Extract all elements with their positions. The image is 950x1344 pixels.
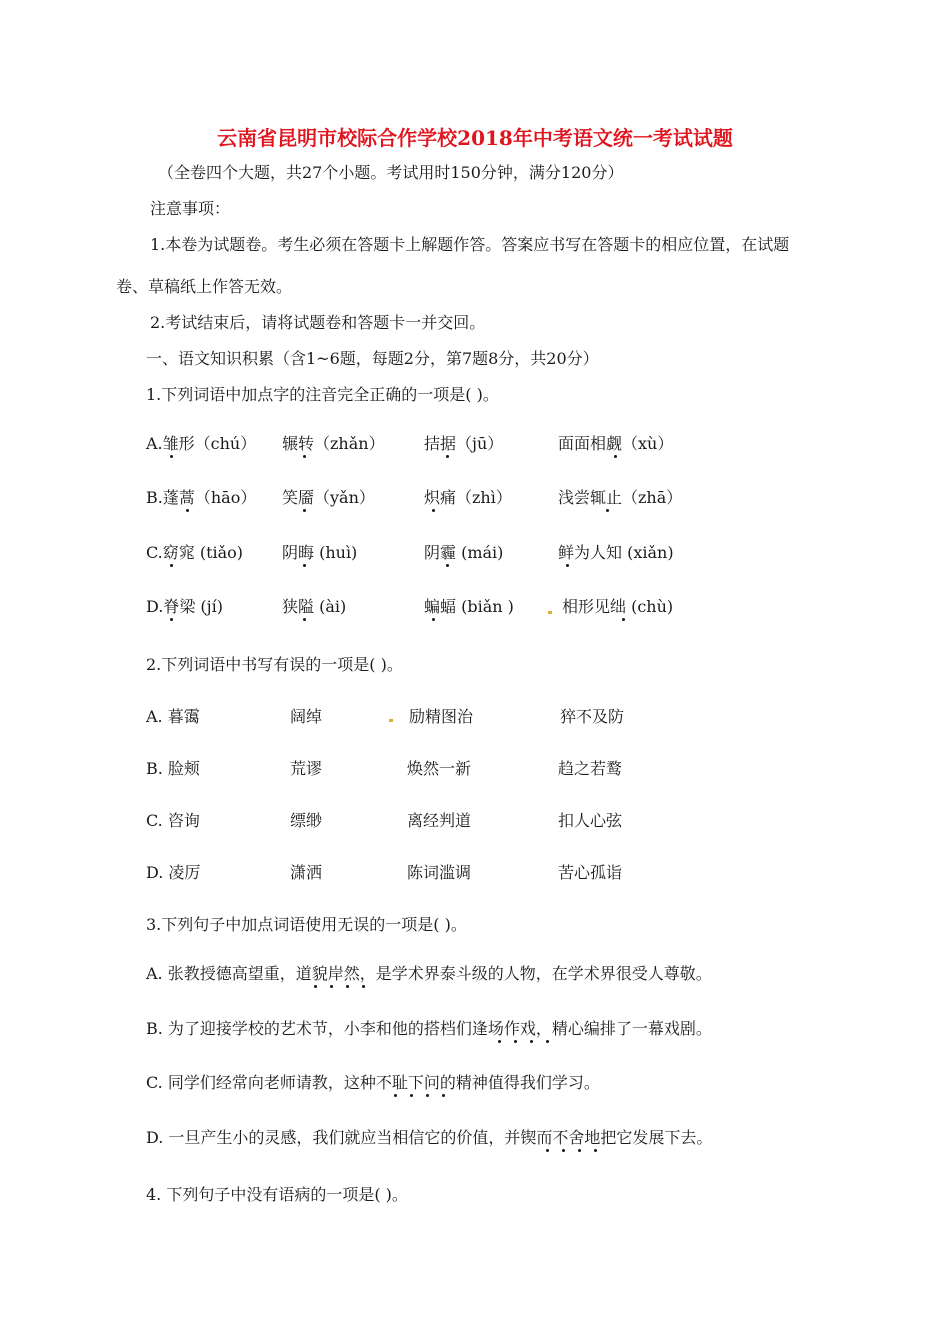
q3-option-a: A. 张教授德高望重，道貌岸然，是学术界泰斗级的人物，在学术界很受人尊敬。 [146,964,712,983]
emphasis-dot [303,509,306,512]
emphasis-dot [432,618,435,621]
emphasis-dot [622,618,625,621]
section-1-heading: 一、语文知识积累（含1~6题，每题2分，第7题8分，共20分） [146,349,599,368]
q2-option-c-word-3: 离经判道 [407,811,472,830]
q2-option-a-word-4: 猝不及防 [560,707,625,726]
q2-option-d-word-4: 苦心孤诣 [558,863,623,882]
q1-option-b-word-4: 浅尝辄止（zhā） [558,488,683,507]
q1-option-b-word-3: 炽痛（zhì） [424,488,512,507]
q2-option-c-word-4: 扣人心弦 [558,811,623,830]
emphasis-dot [426,1094,429,1097]
emphasis-dot [362,985,365,988]
emphasis-dot [546,1149,549,1152]
q2-option-b-word-4: 趋之若鹜 [558,759,623,778]
q2-option-a-word-3: 励精图治 [409,707,474,726]
page-title: 云南省昆明市校际合作学校2018年中考语文统一考试试题 [217,126,733,150]
emphasis-dot [186,509,189,512]
q1-option-d-word-3: 蝙蝠 (biǎn ) [424,597,514,616]
q1-option-c-word-1: C.窈窕 (tiǎo) [146,543,244,562]
q2-option-d-word-2: 潇洒 [290,863,323,882]
emphasis-dot [432,509,435,512]
emphasis-dot [446,455,449,458]
q2-option-b-label: B. 脸颊 [146,759,200,778]
q2-option-c-word-2: 缥缈 [290,811,323,830]
emphasis-dot [566,564,569,567]
exam-info: （全卷四个大题，共27个小题。考试用时150分钟，满分120分） [158,163,624,182]
emphasis-dot [498,1040,501,1043]
emphasis-dot [170,564,173,567]
q1-option-c-word-4: 鲜为人知 (xiǎn) [558,543,674,562]
highlight-mark [548,611,552,614]
emphasis-dot [562,1149,565,1152]
notice-item-1-line-2: 卷、草稿纸上作答无效。 [116,277,293,296]
q1-option-a-word-1: A.雏形（chú） [146,434,257,453]
emphasis-dot [546,1040,549,1043]
q1-option-a-word-4: 面面相觑（xù） [558,434,674,453]
q1-option-b-word-2: 笑靥（yǎn） [282,488,375,507]
q3-option-c: C. 同学们经常向老师请教，这种不耻下问的精神值得我们学习。 [146,1073,600,1092]
emphasis-dot [530,1040,533,1043]
emphasis-dot [578,1149,581,1152]
q3-option-b: B. 为了迎接学校的艺术节，小李和他的搭档们逢场作戏，精心编排了一幕戏剧。 [146,1019,712,1038]
q2-option-b-word-3: 焕然一新 [407,759,472,778]
q2-option-d-word-3: 陈词滥调 [407,863,472,882]
emphasis-dot [303,618,306,621]
emphasis-dot [614,455,617,458]
q1-option-c-word-3: 阴霾 (mái) [424,543,504,562]
q2-option-a-label: A. 暮霭 [146,707,200,726]
q2-option-d-label: D. 凌厉 [146,863,201,882]
q1-option-c-word-2: 阴晦 (huì) [282,543,358,562]
q3-option-d: D. 一旦产生小的灵感，我们就应当相信它的价值，并锲而不舍地把它发展下去。 [146,1128,713,1147]
emphasis-dot [446,564,449,567]
emphasis-dot [303,455,306,458]
question-3-stem: 3.下列句子中加点词语使用无误的一项是( )。 [146,915,467,934]
emphasis-dot [314,985,317,988]
highlight-mark [389,719,393,722]
emphasis-dot [514,1040,517,1043]
q1-option-a-word-3: 拮据（jū） [424,434,504,453]
q1-option-d-word-1: D.脊梁 (jí) [146,597,223,616]
notice-item-1-line-1: 1.本卷为试题卷。考生必须在答题卡上解题作答。答案应书写在答题卡的相应位置，在试题 [150,235,790,254]
emphasis-dot [606,509,609,512]
emphasis-dot [410,1094,413,1097]
q1-option-b-word-1: B.蓬蒿（hāo） [146,488,257,507]
q1-option-d-word-2: 狭隘 (ài) [282,597,347,616]
emphasis-dot [303,564,306,567]
emphasis-dot [170,455,173,458]
question-1-stem: 1.下列词语中加点字的注音完全正确的一项是( )。 [146,385,499,404]
q2-option-a-word-2: 阔绰 [290,707,323,726]
notice-heading: 注意事项： [150,199,231,218]
q2-option-c-label: C. 咨询 [146,811,200,830]
notice-item-2: 2.考试结束后，请将试题卷和答题卡一并交回。 [150,313,486,332]
question-2-stem: 2.下列词语中书写有误的一项是( )。 [146,655,403,674]
q2-option-b-word-2: 荒谬 [290,759,323,778]
emphasis-dot [394,1094,397,1097]
emphasis-dot [170,618,173,621]
emphasis-dot [442,1094,445,1097]
emphasis-dot [330,985,333,988]
emphasis-dot [346,985,349,988]
question-4-stem: 4. 下列句子中没有语病的一项是( )。 [146,1185,408,1204]
emphasis-dot [594,1149,597,1152]
q1-option-d-word-4: 相形见绌 (chù) [562,597,674,616]
q1-option-a-word-2: 辗转（zhǎn） [282,434,385,453]
